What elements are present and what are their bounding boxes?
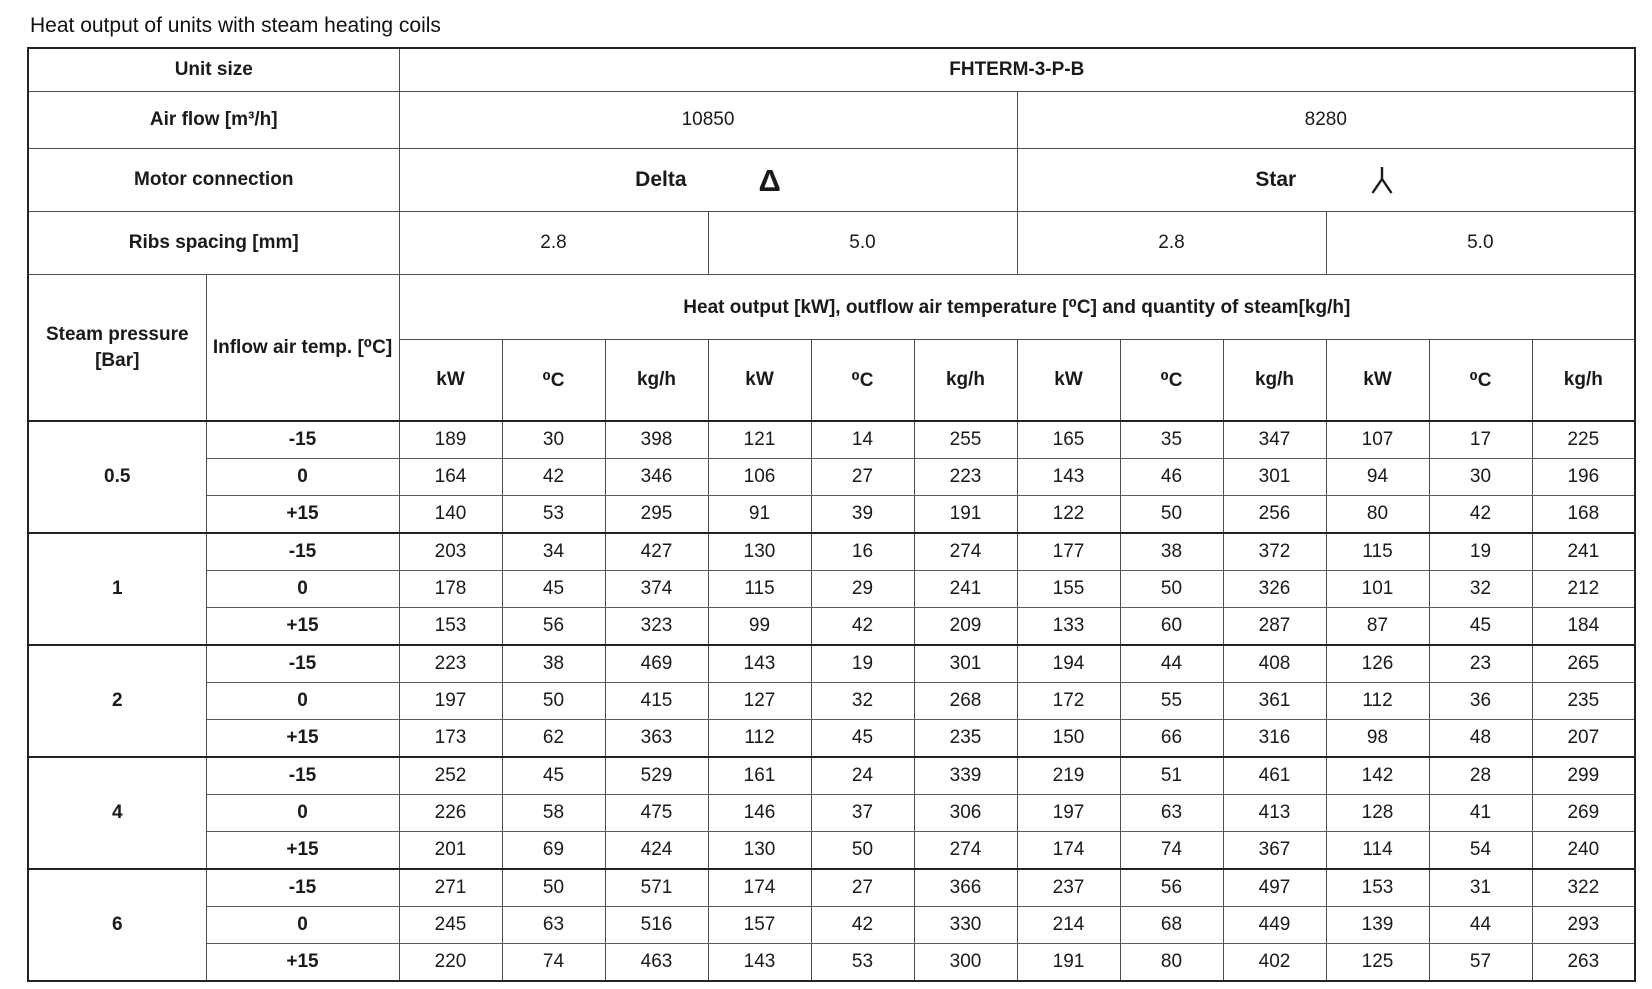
data-cell: 115 [1326, 533, 1429, 571]
unit-header-cell: kW [708, 340, 811, 422]
data-cell: 143 [1017, 459, 1120, 496]
data-cell: 74 [1120, 832, 1223, 870]
data-cell: 287 [1223, 608, 1326, 646]
data-cell: 53 [502, 496, 605, 534]
data-cell: 214 [1017, 907, 1120, 944]
table-row [28, 608, 1635, 646]
table-row [28, 421, 1635, 459]
unit-header-cell: ⁰C [811, 340, 914, 422]
data-cell: 51 [1120, 757, 1223, 795]
data-cell: 27 [811, 869, 914, 907]
data-cell: 121 [708, 421, 811, 459]
steam-pressure-value: 1 [28, 533, 206, 645]
data-cell: 274 [914, 832, 1017, 870]
ribs-spacing-value: 2.8 [1017, 212, 1326, 275]
unit-size-value: FHTERM-3-P-B [399, 48, 1635, 92]
data-cell: 415 [605, 683, 708, 720]
data-cell: 58 [502, 795, 605, 832]
data-cell: 306 [914, 795, 1017, 832]
inflow-temp-value: -15 [206, 645, 399, 683]
table-row [28, 944, 1635, 982]
steam-pressure-value: 0.5 [28, 421, 206, 533]
data-cell: 146 [708, 795, 811, 832]
steam-pressure-value: 4 [28, 757, 206, 869]
data-cell: 35 [1120, 421, 1223, 459]
data-cell: 130 [708, 832, 811, 870]
data-cell: 372 [1223, 533, 1326, 571]
table-row [28, 571, 1635, 608]
steam-pressure-value: 6 [28, 869, 206, 981]
data-cell: 106 [708, 459, 811, 496]
data-cell: 293 [1532, 907, 1635, 944]
steam-heat-output-table [27, 47, 1636, 982]
data-cell: 241 [914, 571, 1017, 608]
data-cell: 361 [1223, 683, 1326, 720]
data-cell: 367 [1223, 832, 1326, 870]
data-cell: 14 [811, 421, 914, 459]
delta-label: Delta [635, 168, 687, 191]
steam-pressure-header: Steam pressure [Bar] [28, 275, 206, 422]
data-cell: 189 [399, 421, 502, 459]
data-cell: 55 [1120, 683, 1223, 720]
data-cell: 57 [1429, 944, 1532, 982]
data-cell: 191 [1017, 944, 1120, 982]
data-cell: 42 [811, 907, 914, 944]
data-cell: 143 [708, 944, 811, 982]
data-cell: 50 [811, 832, 914, 870]
data-cell: 74 [502, 944, 605, 982]
data-cell: 461 [1223, 757, 1326, 795]
data-cell: 30 [502, 421, 605, 459]
data-cell: 23 [1429, 645, 1532, 683]
unit-header-cell: kg/h [1532, 340, 1635, 422]
data-cell: 30 [1429, 459, 1532, 496]
data-cell: 112 [708, 720, 811, 758]
data-cell: 46 [1120, 459, 1223, 496]
inflow-temp-value: +15 [206, 496, 399, 534]
ribs-spacing-row [28, 212, 1635, 275]
data-cell: 271 [399, 869, 502, 907]
data-cell: 265 [1532, 645, 1635, 683]
data-cell: 42 [502, 459, 605, 496]
data-cell: 330 [914, 907, 1017, 944]
data-cell: 17 [1429, 421, 1532, 459]
data-cell: 226 [399, 795, 502, 832]
data-cell: 295 [605, 496, 708, 534]
data-cell: 94 [1326, 459, 1429, 496]
data-cell: 39 [811, 496, 914, 534]
data-cell: 219 [1017, 757, 1120, 795]
inflow-temp-value: +15 [206, 832, 399, 870]
data-cell: 516 [605, 907, 708, 944]
table-row [28, 757, 1635, 795]
data-cell: 174 [708, 869, 811, 907]
data-cell: 48 [1429, 720, 1532, 758]
data-cell: 168 [1532, 496, 1635, 534]
data-cell: 28 [1429, 757, 1532, 795]
air-flow-row [28, 92, 1635, 149]
inflow-air-temp-header: Inflow air temp. [⁰C] [206, 275, 399, 422]
data-cell: 16 [811, 533, 914, 571]
inflow-temp-value: -15 [206, 757, 399, 795]
data-cell: 301 [1223, 459, 1326, 496]
data-cell: 157 [708, 907, 811, 944]
data-cell: 153 [399, 608, 502, 646]
data-cell: 196 [1532, 459, 1635, 496]
data-cell: 66 [1120, 720, 1223, 758]
data-cell: 203 [399, 533, 502, 571]
data-cell: 99 [708, 608, 811, 646]
data-cell: 184 [1532, 608, 1635, 646]
data-cell: 42 [1429, 496, 1532, 534]
data-cell: 42 [811, 608, 914, 646]
data-cell: 255 [914, 421, 1017, 459]
data-cell: 223 [914, 459, 1017, 496]
data-cell: 32 [1429, 571, 1532, 608]
data-cell: 50 [1120, 496, 1223, 534]
star-label: Star [1255, 168, 1297, 191]
data-cell: 245 [399, 907, 502, 944]
data-cell: 178 [399, 571, 502, 608]
data-cell: 191 [914, 496, 1017, 534]
data-cell: 19 [811, 645, 914, 683]
table-row [28, 683, 1635, 720]
data-cell: 128 [1326, 795, 1429, 832]
data-cell: 235 [914, 720, 1017, 758]
data-cell: 201 [399, 832, 502, 870]
inflow-temp-value: +15 [206, 608, 399, 646]
data-cell: 235 [1532, 683, 1635, 720]
table-row [28, 720, 1635, 758]
unit-header-cell: kg/h [605, 340, 708, 422]
inflow-temp-value: 0 [206, 459, 399, 496]
data-cell: 31 [1429, 869, 1532, 907]
data-cell: 112 [1326, 683, 1429, 720]
data-cell: 363 [605, 720, 708, 758]
data-cell: 142 [1326, 757, 1429, 795]
data-cell: 150 [1017, 720, 1120, 758]
data-cell: 56 [502, 608, 605, 646]
data-cell: 80 [1326, 496, 1429, 534]
unit-header-cell: ⁰C [502, 340, 605, 422]
data-cell: 469 [605, 645, 708, 683]
data-cell: 475 [605, 795, 708, 832]
motor-connection-label: Motor connection [28, 149, 399, 212]
page-title: Heat output of units with steam heating coils [30, 14, 441, 37]
unit-header-cell: ⁰C [1429, 340, 1532, 422]
table-row [28, 907, 1635, 944]
inflow-temp-value: 0 [206, 795, 399, 832]
data-cell: 413 [1223, 795, 1326, 832]
data-cell: 140 [399, 496, 502, 534]
data-cell: 54 [1429, 832, 1532, 870]
table-row [28, 533, 1635, 571]
data-cell: 56 [1120, 869, 1223, 907]
unit-header-cell: kW [399, 340, 502, 422]
data-cell: 225 [1532, 421, 1635, 459]
motor-connection-delta-cell [399, 149, 1017, 212]
data-cell: 408 [1223, 645, 1326, 683]
data-cell: 133 [1017, 608, 1120, 646]
data-cell: 44 [1429, 907, 1532, 944]
ribs-spacing-value: 2.8 [399, 212, 708, 275]
data-cell: 241 [1532, 533, 1635, 571]
inflow-temp-value: +15 [206, 944, 399, 982]
unit-header-cell: kW [1326, 340, 1429, 422]
table-row [28, 645, 1635, 683]
heat-output-header: Heat output [kW], outflow air temperature [⁰C] and quantity of steam[kg/h] [399, 275, 1635, 340]
data-cell: 153 [1326, 869, 1429, 907]
data-cell: 322 [1532, 869, 1635, 907]
data-cell: 80 [1120, 944, 1223, 982]
data-cell: 316 [1223, 720, 1326, 758]
data-cell: 252 [399, 757, 502, 795]
data-cell: 139 [1326, 907, 1429, 944]
data-cell: 571 [605, 869, 708, 907]
unit-header-cell: ⁰C [1120, 340, 1223, 422]
unit-header-cell: kW [1017, 340, 1120, 422]
data-cell: 68 [1120, 907, 1223, 944]
table-row [28, 795, 1635, 832]
data-cell: 34 [502, 533, 605, 571]
inflow-temp-value: 0 [206, 683, 399, 720]
data-cell: 29 [811, 571, 914, 608]
data-cell: 449 [1223, 907, 1326, 944]
data-cell: 98 [1326, 720, 1429, 758]
data-cell: 126 [1326, 645, 1429, 683]
data-cell: 326 [1223, 571, 1326, 608]
data-cell: 19 [1429, 533, 1532, 571]
data-cell: 45 [502, 571, 605, 608]
data-cell: 301 [914, 645, 1017, 683]
data-cell: 212 [1532, 571, 1635, 608]
data-cell: 101 [1326, 571, 1429, 608]
data-cell: 161 [708, 757, 811, 795]
data-cell: 339 [914, 757, 1017, 795]
air-flow-value: 8280 [1017, 92, 1635, 149]
data-cell: 220 [399, 944, 502, 982]
data-cell: 45 [811, 720, 914, 758]
data-cell: 274 [914, 533, 1017, 571]
air-flow-label: Air flow [m³/h] [28, 92, 399, 149]
data-cell: 402 [1223, 944, 1326, 982]
data-cell: 424 [605, 832, 708, 870]
data-cell: 125 [1326, 944, 1429, 982]
table-row [28, 496, 1635, 534]
inflow-temp-value: -15 [206, 421, 399, 459]
data-cell: 41 [1429, 795, 1532, 832]
motor-connection-star-cell [1017, 149, 1635, 212]
table-row [28, 869, 1635, 907]
data-cell: 37 [811, 795, 914, 832]
data-cell: 263 [1532, 944, 1635, 982]
data-cell: 114 [1326, 832, 1429, 870]
data-cell: 197 [1017, 795, 1120, 832]
data-cell: 299 [1532, 757, 1635, 795]
unit-header-cell: kg/h [1223, 340, 1326, 422]
data-cell: 50 [502, 869, 605, 907]
steam-table-body [28, 421, 1635, 981]
data-cell: 155 [1017, 571, 1120, 608]
data-cell: 32 [811, 683, 914, 720]
delta-icon: Δ [758, 162, 781, 198]
air-flow-value: 10850 [399, 92, 1017, 149]
data-cell: 44 [1120, 645, 1223, 683]
inflow-temp-value: 0 [206, 571, 399, 608]
data-cell: 115 [708, 571, 811, 608]
data-cell: 172 [1017, 683, 1120, 720]
data-cell: 122 [1017, 496, 1120, 534]
table-row [28, 832, 1635, 870]
inflow-temp-value: +15 [206, 720, 399, 758]
data-cell: 366 [914, 869, 1017, 907]
data-cell: 53 [811, 944, 914, 982]
data-cell: 223 [399, 645, 502, 683]
data-cell: 529 [605, 757, 708, 795]
data-cell: 91 [708, 496, 811, 534]
data-cell: 347 [1223, 421, 1326, 459]
data-cell: 38 [502, 645, 605, 683]
inflow-temp-value: 0 [206, 907, 399, 944]
data-cell: 69 [502, 832, 605, 870]
data-cell: 50 [502, 683, 605, 720]
data-cell: 60 [1120, 608, 1223, 646]
data-cell: 143 [708, 645, 811, 683]
ribs-spacing-value: 5.0 [1326, 212, 1635, 275]
data-cell: 173 [399, 720, 502, 758]
data-cell: 127 [708, 683, 811, 720]
ribs-spacing-value: 5.0 [708, 212, 1017, 275]
data-cell: 197 [399, 683, 502, 720]
heat-output-header-row [28, 275, 1635, 340]
data-cell: 62 [502, 720, 605, 758]
data-cell: 165 [1017, 421, 1120, 459]
data-cell: 497 [1223, 869, 1326, 907]
data-cell: 177 [1017, 533, 1120, 571]
data-cell: 240 [1532, 832, 1635, 870]
ribs-spacing-label: Ribs spacing [mm] [28, 212, 399, 275]
data-cell: 427 [605, 533, 708, 571]
data-cell: 63 [502, 907, 605, 944]
data-cell: 323 [605, 608, 708, 646]
motor-connection-row [28, 149, 1635, 212]
data-cell: 164 [399, 459, 502, 496]
data-cell: 36 [1429, 683, 1532, 720]
data-cell: 268 [914, 683, 1017, 720]
unit-header-cell: kg/h [914, 340, 1017, 422]
data-cell: 38 [1120, 533, 1223, 571]
data-cell: 24 [811, 757, 914, 795]
table-row [28, 459, 1635, 496]
data-cell: 87 [1326, 608, 1429, 646]
star-icon [1368, 164, 1396, 196]
data-cell: 269 [1532, 795, 1635, 832]
data-cell: 63 [1120, 795, 1223, 832]
unit-size-label: Unit size [28, 48, 399, 92]
data-cell: 194 [1017, 645, 1120, 683]
unit-size-row [28, 48, 1635, 92]
data-cell: 107 [1326, 421, 1429, 459]
data-cell: 300 [914, 944, 1017, 982]
data-cell: 209 [914, 608, 1017, 646]
data-cell: 207 [1532, 720, 1635, 758]
data-cell: 45 [1429, 608, 1532, 646]
inflow-temp-value: -15 [206, 533, 399, 571]
data-cell: 27 [811, 459, 914, 496]
data-cell: 174 [1017, 832, 1120, 870]
data-cell: 256 [1223, 496, 1326, 534]
data-cell: 463 [605, 944, 708, 982]
steam-pressure-value: 2 [28, 645, 206, 757]
data-cell: 398 [605, 421, 708, 459]
data-cell: 237 [1017, 869, 1120, 907]
data-cell: 130 [708, 533, 811, 571]
data-cell: 374 [605, 571, 708, 608]
data-cell: 45 [502, 757, 605, 795]
inflow-temp-value: -15 [206, 869, 399, 907]
data-cell: 346 [605, 459, 708, 496]
data-cell: 50 [1120, 571, 1223, 608]
